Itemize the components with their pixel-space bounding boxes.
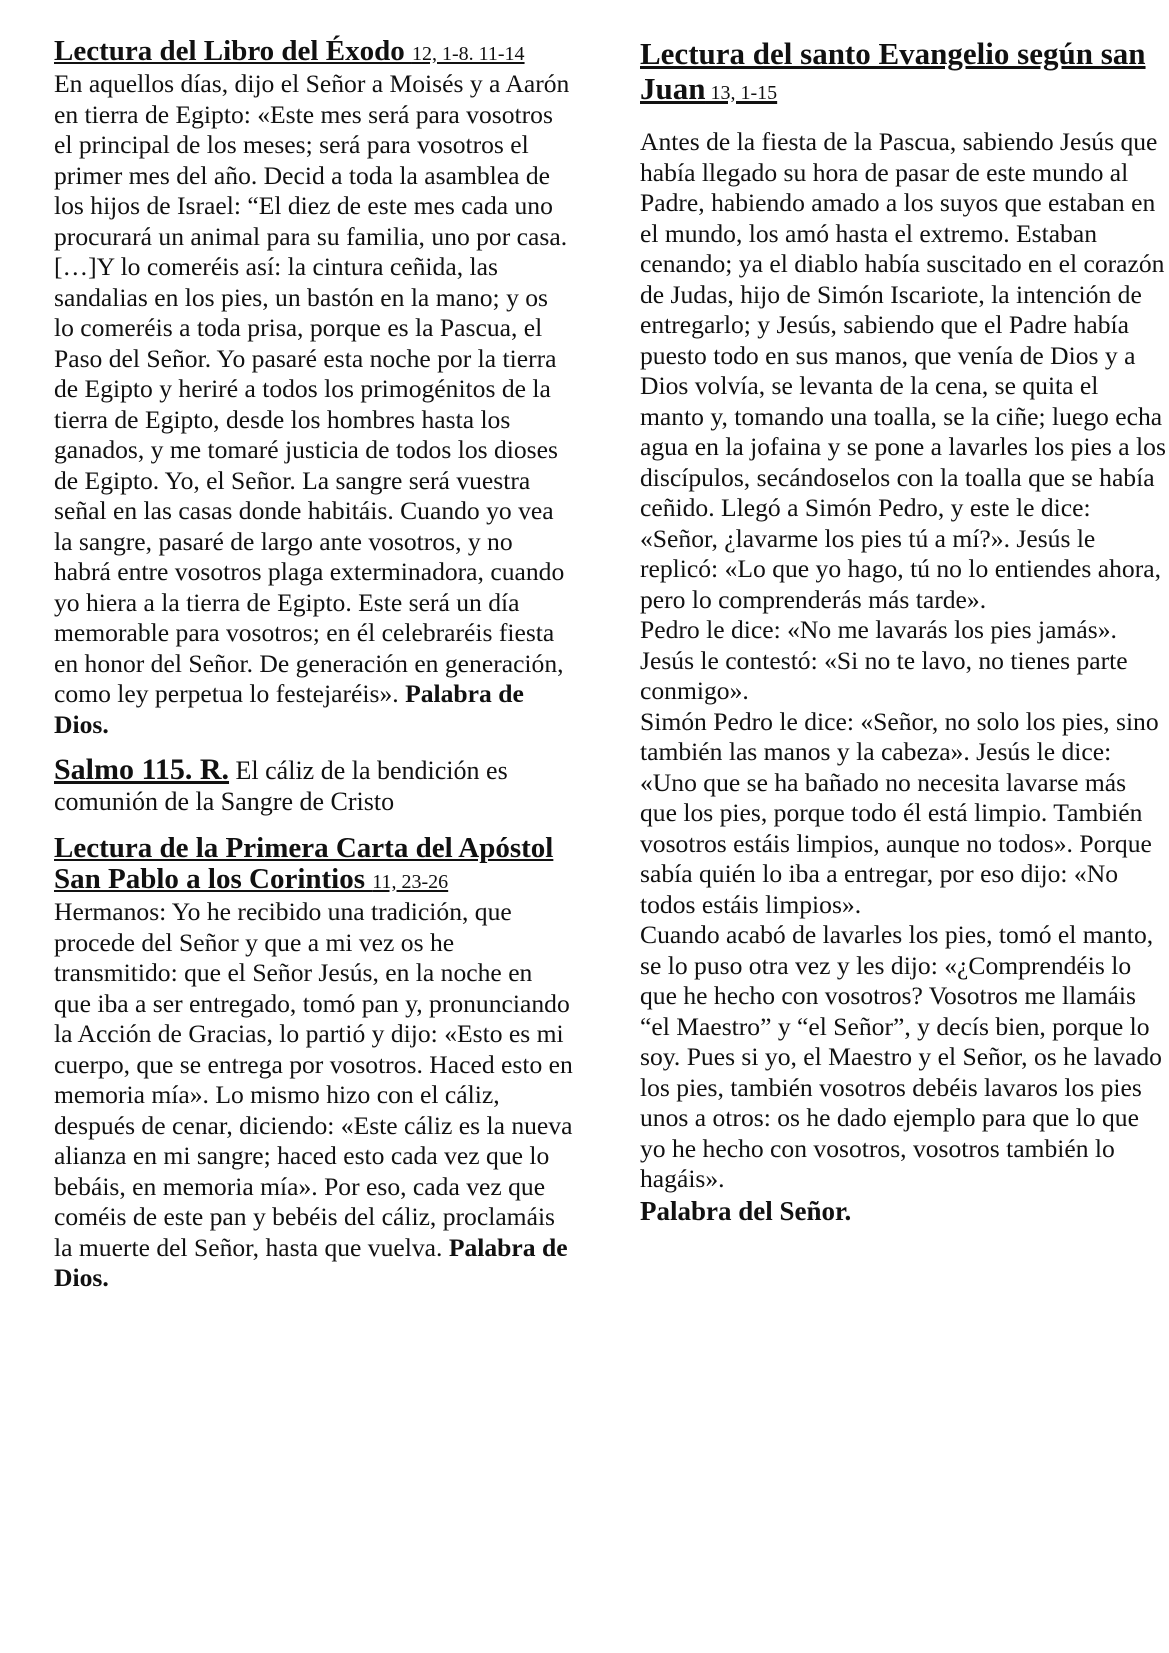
gospel-paragraph: Simón Pedro le dice: «Señor, no solo los pies, sino también las manos y la cabeza». Jesús le dice: «Uno que se ha bañado no necesita lavarse más que los pies, porque todo él está limpio. También vosotros estáis limpios, aunque no todos». Porque sabía quién lo iba a entregar, por eso dijo: «No todos estáis limpios». (640, 706, 1159, 919)
gospel-paragraph: Antes de la fiesta de la Pascua, sabiendo Jesús que había llegado su hora de pasar de este mundo al Padre, habiendo amado a los suyos que estaban en el mundo, los amó hasta el extremo. Estaban cenando; ya el diablo había suscitado en el corazón de Judas, hijo de Simón Iscariote, la intención de entregarlo; y Jesús, sabiendo que el Padre había puesto todo en sus manos, que venía de Dios y a Dios volvía, se levanta de la cena, se quita el manto y, tomando una toalla, se la ciñe; luego echa agua en la jofaina y se pone a lavarles los pies a los discípulos, secándoselos con la toalla que se había ceñido. Llegó a Simón Pedro, y este le dice: «Señor, ¿lavarme los pies tú a mí?». Jesús le replicó: «Lo que yo hago, tú no lo entiendes ahora, pero lo comprenderás más tarde». (640, 127, 1166, 614)
psalm-label: Salmo 115. R. (54, 753, 230, 786)
second-reading-reference: 11, 23-26 (372, 871, 449, 893)
left-column (54, 36, 574, 1294)
second-reading-text: Hermanos: Yo he recibido una tradición, que procede del Señor y que a mi vez os he transmitido: que el Señor Jesús, en la noche en que iba a ser entregado, tomó pan y, pronunciando la Acción de Gracias, lo partió y dijo: «Esto es mi cuerpo, que se entrega por vosotros. Haced esto en memoria mía». Lo mismo hizo con el cáliz, después de cenar, diciendo: «Este cáliz es la nueva alianza en mi sangre; haced esto cada vez que lo bebáis, en memoria mía». Por eso, cada vez que coméis de este pan y bebéis del cáliz, proclamáis la muerte del Señor, hasta que vuelva. (54, 897, 573, 1262)
second-reading-heading (54, 833, 574, 898)
right-column (640, 36, 1168, 1227)
first-reading-title: Lectura del Libro del Éxodo (54, 35, 412, 67)
gospel-title: Lectura del santo Evangelio según san Juan (640, 36, 1146, 106)
first-reading-heading (54, 36, 574, 70)
second-reading-closing: Palabra de Dios. (54, 1232, 568, 1292)
second-reading-text-block (54, 897, 574, 1294)
first-reading-text: En aquellos días, dijo el Señor a Moisés y a Aarón en tierra de Egipto: «Este mes será para vosotros el principal de los meses; será para vosotros el primer mes del año. Decid a toda la asamblea de los hijos de Israel: “El diez de este mes cada uno procurará un animal para su familia, uno por casa. […]Y lo comeréis así: la cintura ceñida, las sandalias en los pies, un bastón en la mano; y os lo comeréis a toda prisa, porque es la Pascua, el Paso del Señor. Yo pasaré esta noche por la tierra de Egipto y heriré a todos los primogénitos de la tierra de Egipto, desde los hombres hasta los ganados, y me tomaré justicia de todos los dioses de Egipto. Yo, el Señor. La sangre será vuestra señal en las casas donde habitáis. Cuando yo vea la sangre, pasaré de largo ante vosotros, y no habrá entre vosotros plaga exterminadora, cuando yo hiera a la tierra de Egipto. Este será un día memorable para vosotros; en él celebraréis fiesta en honor del Señor. De generación en generación, como ley perpetua lo festejaréis». (54, 69, 570, 708)
gospel-paragraph: Cuando acabó de lavarles los pies, tomó el manto, se lo puso otra vez y les dijo: «¿Comprendéis lo que he hecho con vosotros? Vosotros me llamáis “el Maestro” y “el Señor”, y decís bien, porque lo soy. Pues si yo, el Maestro y el Señor, os he lavado los pies, también vosotros debéis lavaros los pies unos a otros: os he dado ejemplo para que lo que yo he hecho con vosotros, vosotros también lo hagáis». (640, 920, 1162, 1193)
gospel-heading (640, 36, 1168, 111)
first-reading-text-block (54, 69, 574, 740)
gospel-paragraph: Pedro le dice: «No me lavarás los pies jamás». Jesús le contestó: «Si no te lavo, no tienes parte conmigo». (640, 615, 1128, 705)
psalm-block (54, 754, 574, 817)
second-reading-title: Lectura de la Primera Carta del Apóstol San Pablo a los Corintios (54, 832, 554, 895)
gospel-text (640, 127, 1168, 1227)
gospel-reference: 13, 1-15 (705, 82, 778, 104)
first-reading-closing: Palabra de Dios. (54, 679, 524, 739)
first-reading-reference: 12, 1-8. 11-14 (411, 43, 525, 65)
gospel-closing: Palabra del Señor. (640, 1195, 852, 1226)
psalm-response: El cáliz de la bendición es comunión de la Sangre de Cristo (54, 756, 508, 816)
